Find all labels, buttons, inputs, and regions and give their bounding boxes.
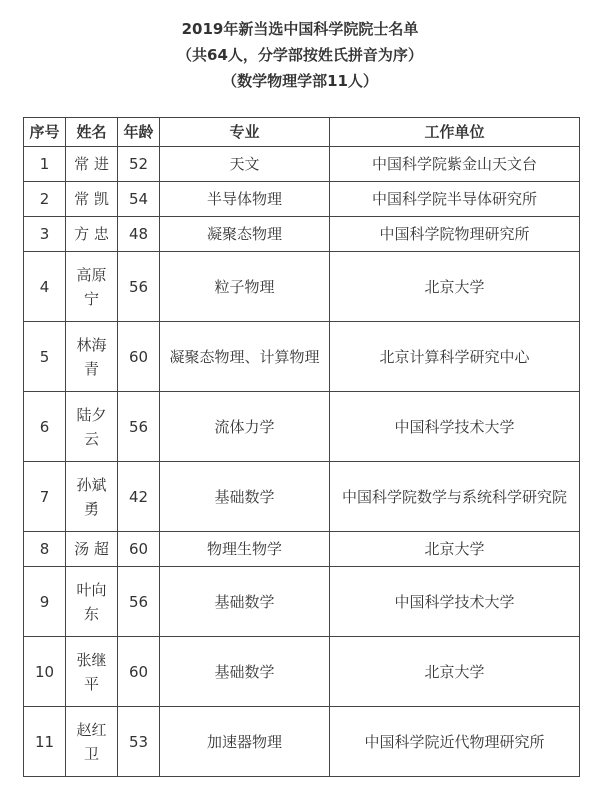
cell-major: 天文 <box>160 147 330 182</box>
cell-name: 汤 超 <box>66 532 118 567</box>
cell-index: 8 <box>24 532 66 567</box>
title-block <box>0 0 600 92</box>
cell-index: 10 <box>24 637 66 707</box>
cell-age: 52 <box>118 147 160 182</box>
cell-age: 60 <box>118 532 160 567</box>
cell-unit: 北京大学 <box>330 637 580 707</box>
cell-unit: 北京大学 <box>330 532 580 567</box>
table-row <box>24 322 580 392</box>
cell-index: 1 <box>24 147 66 182</box>
cell-name: 常 凯 <box>66 182 118 217</box>
cell-unit: 中国科学院紫金山天文台 <box>330 147 580 182</box>
table-row <box>24 147 580 182</box>
table-row <box>24 392 580 462</box>
table-row <box>24 252 580 322</box>
cell-name: 林海青 <box>66 322 118 392</box>
table-header-row <box>24 118 580 147</box>
cell-name: 方 忠 <box>66 217 118 252</box>
cell-major: 半导体物理 <box>160 182 330 217</box>
table-row <box>24 637 580 707</box>
cell-index: 2 <box>24 182 66 217</box>
cell-index: 4 <box>24 252 66 322</box>
cell-unit: 中国科学技术大学 <box>330 392 580 462</box>
table-row <box>24 532 580 567</box>
cell-name: 孙斌勇 <box>66 462 118 532</box>
cell-name: 赵红卫 <box>66 707 118 777</box>
cell-major: 粒子物理 <box>160 252 330 322</box>
cell-index: 5 <box>24 322 66 392</box>
cell-index: 3 <box>24 217 66 252</box>
cell-age: 54 <box>118 182 160 217</box>
cell-index: 7 <box>24 462 66 532</box>
cell-unit: 中国科学院物理研究所 <box>330 217 580 252</box>
cell-major: 物理生物学 <box>160 532 330 567</box>
cell-name: 叶向东 <box>66 567 118 637</box>
header-age: 年龄 <box>118 118 160 147</box>
header-name: 姓名 <box>66 118 118 147</box>
cell-age: 53 <box>118 707 160 777</box>
cell-index: 11 <box>24 707 66 777</box>
cell-age: 56 <box>118 392 160 462</box>
cell-name: 陆夕云 <box>66 392 118 462</box>
cell-major: 基础数学 <box>160 462 330 532</box>
table-row <box>24 567 580 637</box>
cell-name: 张继平 <box>66 637 118 707</box>
cell-unit: 北京大学 <box>330 252 580 322</box>
cell-name: 常 进 <box>66 147 118 182</box>
header-unit: 工作单位 <box>330 118 580 147</box>
cell-unit: 中国科学院数学与系统科学研究院 <box>330 462 580 532</box>
table-row <box>24 182 580 217</box>
cell-major: 加速器物理 <box>160 707 330 777</box>
cell-age: 48 <box>118 217 160 252</box>
document-subtitle: （共64人，分学部按姓氏拼音为序） <box>177 46 423 64</box>
cell-unit: 中国科学院近代物理研究所 <box>330 707 580 777</box>
cell-age: 56 <box>118 252 160 322</box>
cell-index: 9 <box>24 567 66 637</box>
cell-unit: 北京计算科学研究中心 <box>330 322 580 392</box>
cell-major: 凝聚态物理、计算物理 <box>160 322 330 392</box>
cell-age: 56 <box>118 567 160 637</box>
header-index: 序号 <box>24 118 66 147</box>
members-table <box>23 117 580 777</box>
cell-unit: 中国科学院半导体研究所 <box>330 182 580 217</box>
section-title: （数学物理学部11人） <box>222 72 378 90</box>
cell-major: 基础数学 <box>160 637 330 707</box>
cell-age: 42 <box>118 462 160 532</box>
cell-major: 凝聚态物理 <box>160 217 330 252</box>
document-title: 2019年新当选中国科学院院士名单 <box>181 20 419 38</box>
cell-unit: 中国科学技术大学 <box>330 567 580 637</box>
header-major: 专业 <box>160 118 330 147</box>
cell-major: 流体力学 <box>160 392 330 462</box>
table-row <box>24 707 580 777</box>
cell-major: 基础数学 <box>160 567 330 637</box>
cell-name: 高原宁 <box>66 252 118 322</box>
table-row <box>24 462 580 532</box>
cell-age: 60 <box>118 637 160 707</box>
cell-age: 60 <box>118 322 160 392</box>
table-row <box>24 217 580 252</box>
cell-index: 6 <box>24 392 66 462</box>
